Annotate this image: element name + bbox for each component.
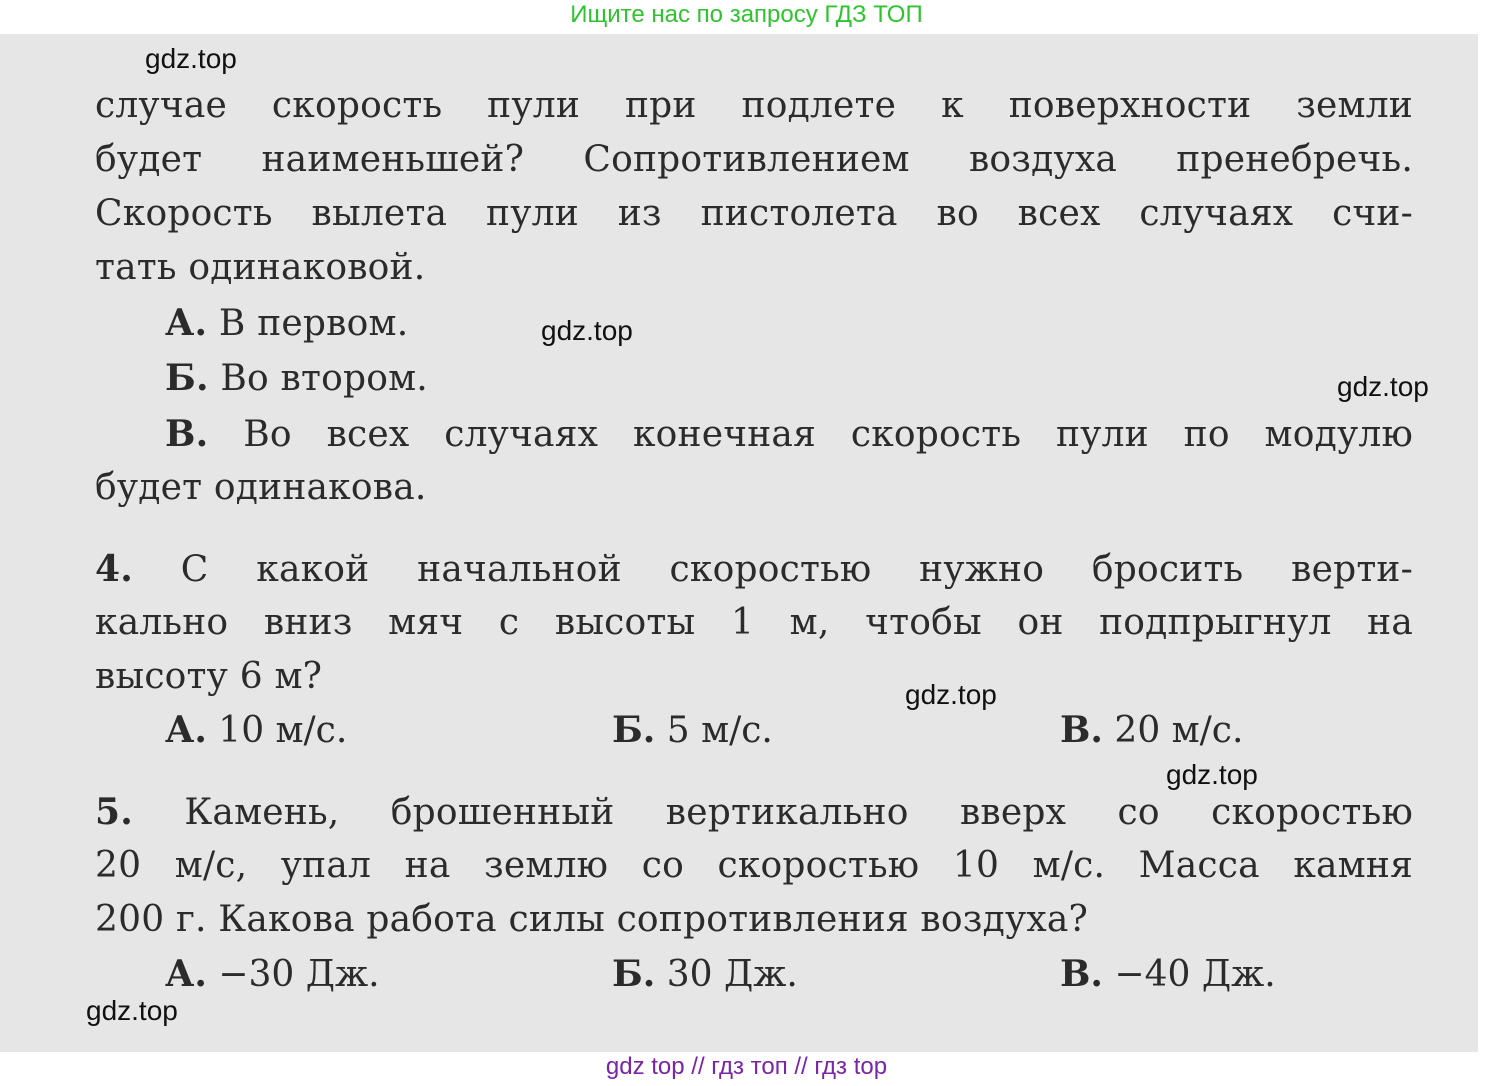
q3-line-2: будет наименьшей? Сопротивлением воздуха пренебречь.: [95, 139, 1413, 180]
option-text: −40 Дж.: [1102, 954, 1276, 995]
watermark: gdz.top: [541, 315, 633, 346]
option-letter: Б.: [165, 357, 209, 399]
top-banner: Ищите нас по запросу ГДЗ ТОП: [570, 1, 923, 28]
watermark: gdz.top: [145, 43, 237, 74]
option-letter: А.: [165, 953, 207, 995]
option-text: −30 Дж.: [206, 954, 380, 995]
q5-line-3: 200 г. Какова работа силы сопротивления воздуха?: [95, 899, 1089, 940]
q5-option-a: [165, 950, 380, 999]
q3-line-4: тать одинаковой.: [95, 247, 426, 288]
option-text: Во втором.: [208, 358, 428, 399]
q4-option-b: [612, 706, 773, 755]
q3-option-b: [165, 354, 428, 403]
option-letter: А.: [165, 302, 208, 344]
question-number: 5.: [95, 791, 133, 833]
q4-line-1: [95, 545, 1413, 594]
question-number: 4.: [95, 548, 133, 590]
watermark: gdz.top: [905, 679, 997, 710]
q5-line-2: 20 м/с, упал на землю со скоростью 10 м/с. Масса камня: [95, 845, 1413, 886]
option-text: 20 м/с.: [1102, 710, 1244, 751]
bottom-banner: gdz top // гдз топ // гдз top: [0, 1052, 1493, 1086]
option-text: 10 м/с.: [206, 710, 348, 751]
option-text: В первом.: [207, 303, 409, 344]
option-text: 30 Дж.: [655, 954, 798, 995]
q3-line-1: случае скорость пули при подлете к поверхности земли: [95, 85, 1413, 126]
option-letter: В.: [1060, 709, 1103, 751]
question-text: С какой начальной скоростью нужно бросить верти-: [132, 549, 1413, 590]
q4-line-3: высоту 6 м?: [95, 656, 323, 697]
q4-line-2: кально вниз мяч с высоты 1 м, чтобы он подпрыгнул на: [95, 602, 1413, 643]
option-text: 5 м/с.: [655, 710, 773, 751]
option-letter: А.: [165, 709, 207, 751]
q3-option-c-line-2: будет одинакова.: [95, 467, 427, 508]
q5-line-1: [95, 788, 1413, 837]
option-letter: Б.: [612, 709, 656, 751]
option-letter: Б.: [612, 953, 656, 995]
option-letter: В.: [1060, 953, 1103, 995]
watermark: gdz.top: [86, 995, 178, 1026]
watermark: gdz.top: [1337, 371, 1429, 402]
q5-option-b: [612, 950, 798, 999]
watermark: gdz.top: [1166, 759, 1258, 790]
option-letter: В.: [165, 413, 209, 455]
q5-option-c: [1060, 950, 1276, 999]
q4-option-c: [1060, 706, 1243, 755]
option-text: Во всех случаях конечная скорость пули по модулю: [208, 414, 1413, 455]
q3-line-3: Скорость вылета пули из пистолета во всех случаях счи-: [95, 193, 1413, 234]
q4-option-a: [165, 706, 347, 755]
q3-option-a: [165, 299, 408, 348]
q3-option-c: [165, 410, 1413, 459]
question-text: Камень, брошенный вертикально вверх со скоростью: [132, 792, 1413, 833]
